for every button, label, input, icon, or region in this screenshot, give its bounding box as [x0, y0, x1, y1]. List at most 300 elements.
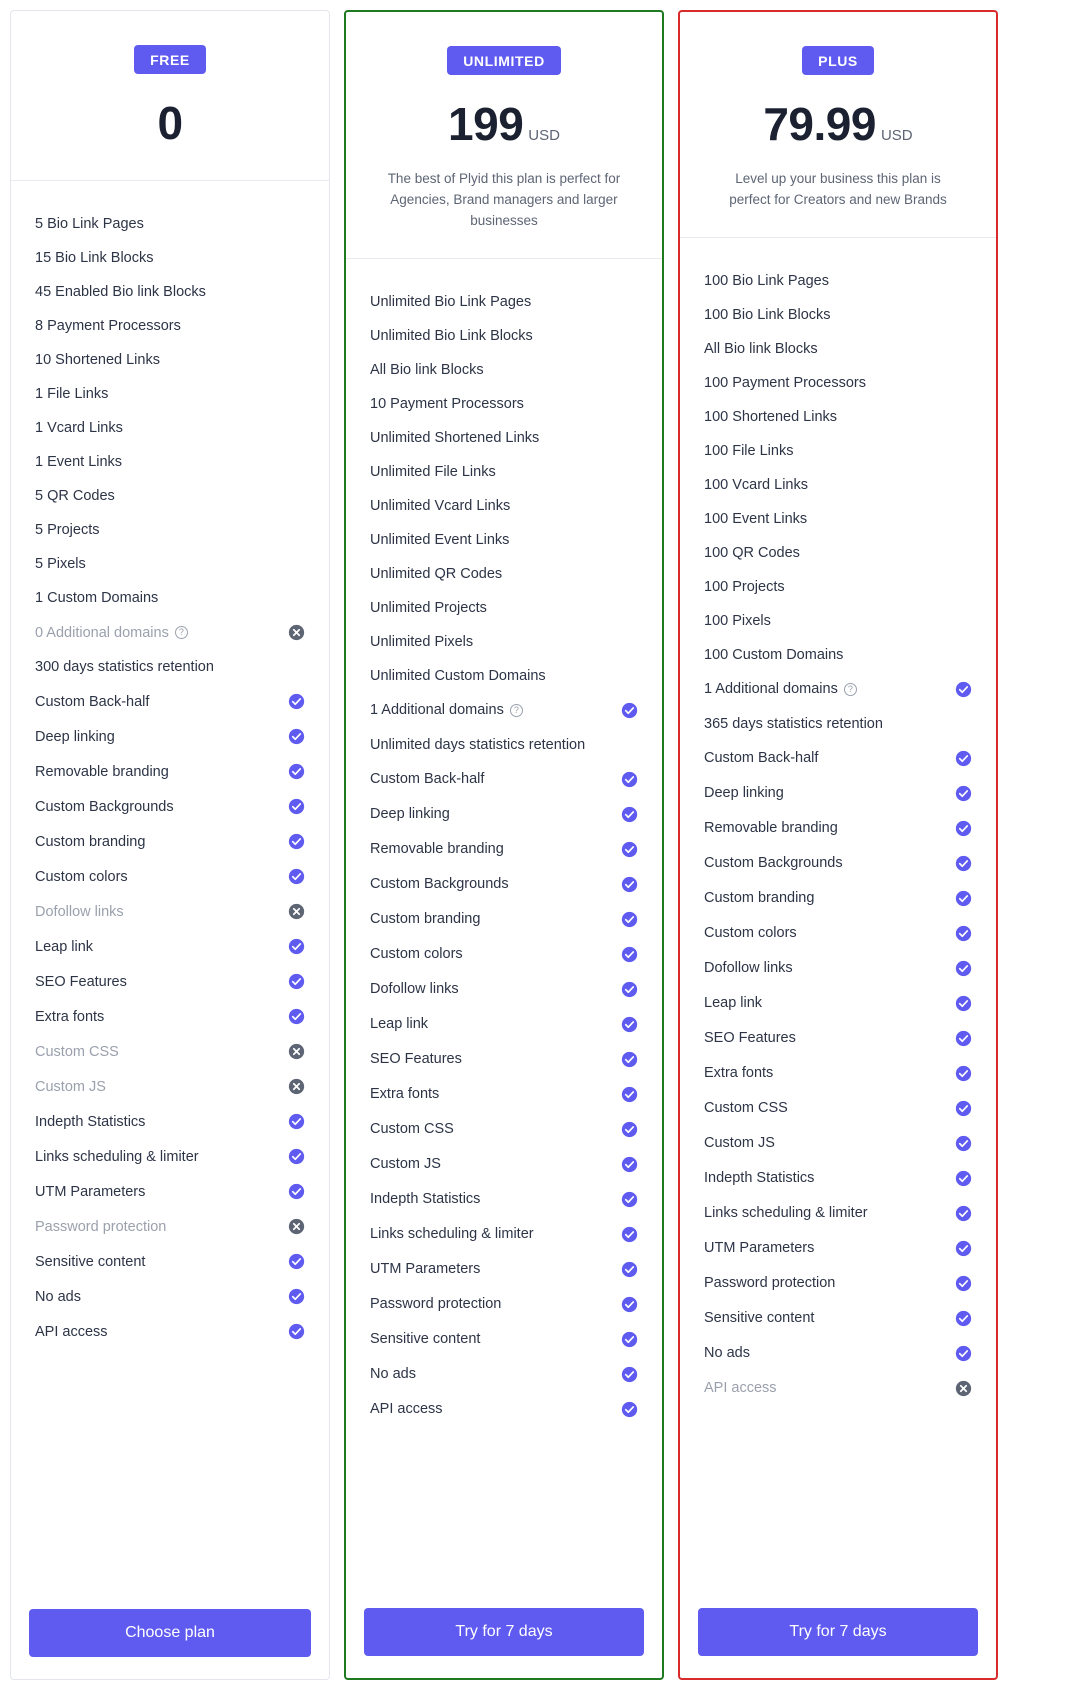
feature-row — [698, 502, 978, 536]
feature-label: Custom CSS — [35, 1043, 119, 1060]
feature-row — [29, 547, 311, 581]
feature-label: Custom JS — [35, 1078, 106, 1095]
feature-label-wrap — [370, 737, 585, 753]
feature-row — [29, 1209, 311, 1244]
plan-card-plus — [678, 10, 998, 1680]
plan-cta-button-unlimited[interactable]: Try for 7 days — [364, 1608, 644, 1656]
feature-label-wrap — [704, 273, 829, 289]
feature-row — [698, 366, 978, 400]
feature-row — [698, 672, 978, 707]
feature-label-wrap — [35, 1184, 145, 1200]
feature-label: API access — [35, 1323, 108, 1340]
check-icon — [621, 1296, 638, 1313]
plan-features-unlimited — [346, 259, 662, 1592]
feature-label-wrap — [370, 1331, 480, 1347]
feature-row — [698, 1091, 978, 1126]
feature-label-wrap — [35, 764, 169, 780]
feature-label: Extra fonts — [704, 1065, 774, 1082]
feature-label: SEO Features — [370, 1051, 462, 1068]
check-icon — [955, 855, 972, 872]
feature-row — [364, 1252, 644, 1287]
feature-label-wrap — [370, 566, 502, 582]
feature-label: Indepth Statistics — [704, 1170, 815, 1187]
check-icon — [621, 1051, 638, 1068]
plan-card-unlimited — [344, 10, 664, 1680]
feature-label: Leap link — [35, 938, 94, 955]
check-icon — [621, 911, 638, 928]
feature-label-wrap — [35, 216, 144, 232]
feature-label-wrap — [704, 613, 771, 629]
feature-label-wrap — [35, 1044, 119, 1060]
feature-row — [29, 964, 311, 999]
check-icon — [621, 1226, 638, 1243]
feature-label-wrap — [370, 1156, 441, 1172]
feature-row — [364, 1322, 644, 1357]
feature-label-wrap — [370, 1191, 480, 1207]
feature-label: No ads — [370, 1366, 416, 1383]
feature-row — [29, 275, 311, 309]
feature-label: Custom Back-half — [35, 693, 150, 710]
feature-label: Custom CSS — [370, 1121, 454, 1138]
feature-label-wrap — [35, 1219, 166, 1235]
feature-row — [29, 719, 311, 754]
feature-row — [364, 762, 644, 797]
feature-label: Custom branding — [35, 833, 146, 850]
feature-row — [29, 1314, 311, 1349]
feature-label-wrap — [370, 294, 531, 310]
feature-label: Leap link — [370, 1016, 429, 1033]
plan-price-free: 0 — [157, 97, 183, 149]
feature-label-wrap — [704, 1275, 835, 1291]
feature-row — [29, 1104, 311, 1139]
check-icon — [621, 1401, 638, 1418]
feature-label-wrap — [370, 532, 509, 548]
feature-row — [364, 285, 644, 319]
feature-label-wrap — [370, 806, 450, 822]
feature-label: Unlimited Pixels — [370, 633, 474, 650]
cross-icon — [288, 1078, 305, 1095]
feature-label: Unlimited File Links — [370, 463, 496, 480]
plan-cta-button-plus[interactable]: Try for 7 days — [698, 1608, 978, 1656]
feature-label-wrap — [704, 341, 818, 357]
feature-label: Unlimited days statistics retention — [370, 736, 586, 753]
feature-row — [364, 832, 644, 867]
feature-label: Custom colors — [370, 946, 463, 963]
feature-label: Deep linking — [35, 728, 115, 745]
feature-label-wrap — [704, 925, 797, 941]
feature-row — [29, 411, 311, 445]
check-icon — [621, 806, 638, 823]
check-icon — [288, 973, 305, 990]
feature-label: Indepth Statistics — [35, 1113, 146, 1130]
feature-label-wrap — [35, 522, 99, 538]
feature-label-wrap — [35, 869, 128, 885]
feature-label: 5 Projects — [35, 522, 100, 538]
feature-row — [364, 1112, 644, 1147]
feature-label-wrap — [704, 750, 818, 766]
feature-row — [29, 513, 311, 547]
check-icon — [621, 1191, 638, 1208]
feature-row — [364, 489, 644, 523]
feature-label-wrap — [370, 600, 487, 616]
feature-label-wrap — [35, 352, 160, 368]
feature-row — [364, 659, 644, 693]
plan-currency-unlimited: USD — [528, 127, 560, 144]
feature-label: 1 Event Links — [35, 454, 123, 470]
feature-row — [29, 999, 311, 1034]
plan-tagline-plus: Level up your business this plan is perfect for Creators and new Brands — [729, 171, 947, 207]
plan-price-row-plus — [698, 97, 978, 151]
feature-row — [364, 937, 644, 972]
feature-row — [364, 319, 644, 353]
feature-label: Custom Back-half — [704, 750, 819, 767]
feature-label-wrap — [704, 1065, 773, 1081]
feature-label-wrap — [704, 1240, 814, 1256]
feature-label-wrap — [35, 488, 115, 504]
check-icon — [288, 1183, 305, 1200]
feature-label: 100 Payment Processors — [704, 374, 866, 391]
cross-icon — [288, 1043, 305, 1060]
feature-label: Links scheduling & limiter — [704, 1205, 868, 1222]
check-icon — [621, 1016, 638, 1033]
cross-icon — [288, 624, 305, 641]
help-icon[interactable]: ? — [175, 626, 188, 639]
feature-row — [364, 1287, 644, 1322]
plan-badge-free: FREE — [134, 45, 206, 74]
feature-label: 10 Shortened Links — [35, 352, 160, 368]
feature-label: Sensitive content — [704, 1310, 815, 1327]
feature-row — [29, 859, 311, 894]
feature-label: 100 Pixels — [704, 612, 771, 629]
check-icon — [621, 1366, 638, 1383]
feature-row — [364, 557, 644, 591]
check-icon — [621, 946, 638, 963]
check-icon — [621, 841, 638, 858]
feature-row — [698, 951, 978, 986]
check-icon — [955, 1030, 972, 1047]
check-icon — [288, 1113, 305, 1130]
feature-label-wrap — [704, 1345, 750, 1361]
feature-label-wrap — [35, 834, 145, 850]
feature-row — [364, 625, 644, 659]
feature-label: Links scheduling & limiter — [35, 1148, 199, 1165]
feature-label-wrap — [370, 946, 463, 962]
feature-label: Unlimited QR Codes — [370, 565, 503, 582]
feature-label-wrap — [35, 386, 108, 402]
feature-label-wrap — [370, 1051, 462, 1067]
feature-label-wrap — [704, 1380, 777, 1396]
check-icon — [621, 1156, 638, 1173]
feature-row — [29, 309, 311, 343]
check-icon — [955, 925, 972, 942]
plan-badge-unlimited: UNLIMITED — [447, 46, 561, 75]
feature-label: API access — [704, 1380, 777, 1397]
feature-label: 365 days statistics retention — [704, 715, 883, 732]
plan-header-plus — [680, 12, 996, 238]
check-icon — [955, 750, 972, 767]
check-icon — [288, 693, 305, 710]
feature-label-wrap — [370, 1016, 428, 1032]
feature-label-wrap — [704, 545, 800, 561]
feature-row — [698, 741, 978, 776]
feature-label-wrap — [704, 443, 793, 459]
feature-label-wrap — [370, 1226, 534, 1242]
feature-label-wrap — [35, 1324, 108, 1340]
feature-row — [364, 902, 644, 937]
feature-label-wrap — [370, 1296, 501, 1312]
feature-label-wrap — [704, 785, 784, 801]
plan-features-plus — [680, 238, 996, 1592]
feature-label-wrap — [35, 659, 214, 675]
feature-row — [698, 1056, 978, 1091]
cross-icon — [288, 1218, 305, 1235]
check-icon — [621, 702, 638, 719]
cross-icon — [955, 1380, 972, 1397]
check-icon — [288, 1288, 305, 1305]
plan-price-plus: 79.99 — [763, 98, 876, 150]
feature-label: Sensitive content — [370, 1331, 481, 1348]
feature-label: 100 QR Codes — [704, 544, 800, 561]
check-icon — [955, 1100, 972, 1117]
feature-label-wrap — [370, 634, 473, 650]
feature-label-wrap — [704, 375, 866, 391]
feature-row — [698, 570, 978, 604]
feature-row — [29, 754, 311, 789]
feature-label: Removable branding — [370, 841, 504, 858]
feature-row — [698, 1266, 978, 1301]
check-icon — [955, 785, 972, 802]
feature-label: 15 Bio Link Blocks — [35, 250, 154, 266]
feature-label: Indepth Statistics — [370, 1191, 481, 1208]
feature-label-wrap — [704, 960, 793, 976]
feature-label-wrap — [704, 1135, 775, 1151]
plan-currency-plus: USD — [880, 127, 913, 144]
check-icon — [621, 1086, 638, 1103]
feature-label-wrap — [704, 579, 785, 595]
feature-label-wrap — [704, 477, 808, 493]
feature-row — [698, 1126, 978, 1161]
feature-row — [698, 1301, 978, 1336]
feature-label: Unlimited Event Links — [370, 531, 510, 548]
feature-label-wrap — [704, 1100, 788, 1116]
feature-label: No ads — [704, 1345, 750, 1362]
feature-label: Links scheduling & limiter — [370, 1226, 534, 1243]
plan-tagline-unlimited: The best of Plyid this plan is perfect for Agencies, Brand managers and larger businesses — [387, 171, 621, 228]
feature-label-wrap — [370, 1261, 480, 1277]
feature-label-wrap — [35, 420, 123, 436]
feature-label: UTM Parameters — [370, 1261, 481, 1278]
feature-label-wrap — [704, 409, 837, 425]
feature-label: Leap link — [704, 995, 763, 1012]
feature-row — [364, 797, 644, 832]
feature-label-wrap — [704, 307, 831, 323]
feature-row — [698, 400, 978, 434]
feature-row — [698, 881, 978, 916]
feature-label-wrap — [704, 647, 843, 663]
feature-label-wrap — [35, 1079, 106, 1095]
feature-label-wrap — [370, 841, 504, 857]
plan-header-free — [11, 11, 329, 181]
check-icon — [288, 868, 305, 885]
feature-label: 1 Additional domains — [704, 681, 838, 698]
feature-row — [29, 684, 311, 719]
feature-label-wrap — [35, 1009, 104, 1025]
feature-label-wrap — [35, 556, 86, 572]
feature-label: Custom Back-half — [370, 771, 485, 788]
feature-label: All Bio link Blocks — [370, 361, 484, 378]
check-icon — [955, 890, 972, 907]
feature-row — [364, 1007, 644, 1042]
feature-label-wrap — [704, 681, 857, 697]
check-icon — [288, 833, 305, 850]
check-icon — [288, 1148, 305, 1165]
feature-row — [364, 591, 644, 625]
help-icon[interactable]: ? — [510, 704, 523, 717]
feature-label: Custom Backgrounds — [370, 876, 509, 893]
feature-label-wrap — [35, 625, 188, 641]
feature-label-wrap — [704, 1205, 868, 1221]
feature-label: Custom JS — [704, 1135, 775, 1152]
feature-row — [364, 1042, 644, 1077]
check-icon — [955, 995, 972, 1012]
feature-label: 300 days statistics retention — [35, 659, 214, 675]
feature-label-wrap — [35, 1254, 145, 1270]
feature-label-wrap — [370, 498, 510, 514]
feature-label: Deep linking — [370, 806, 450, 823]
feature-label: 100 Bio Link Blocks — [704, 306, 831, 323]
feature-row — [698, 1196, 978, 1231]
feature-row — [698, 1231, 978, 1266]
feature-row — [698, 298, 978, 332]
feature-label-wrap — [370, 1121, 454, 1137]
check-icon — [955, 1275, 972, 1292]
feature-row — [29, 241, 311, 275]
feature-label-wrap — [35, 318, 181, 334]
feature-row — [698, 468, 978, 502]
feature-row — [364, 1357, 644, 1392]
plan-badge-plus: PLUS — [802, 46, 874, 75]
feature-row — [698, 846, 978, 881]
feature-row — [364, 1147, 644, 1182]
check-icon — [621, 1261, 638, 1278]
feature-row — [29, 615, 311, 650]
feature-label-wrap — [370, 396, 524, 412]
feature-label-wrap — [704, 890, 814, 906]
feature-label-wrap — [704, 1310, 814, 1326]
feature-row — [698, 1336, 978, 1371]
plan-footer-free — [11, 1593, 329, 1679]
check-icon — [955, 820, 972, 837]
feature-row — [364, 972, 644, 1007]
plan-header-unlimited — [346, 12, 662, 259]
check-icon — [955, 1310, 972, 1327]
feature-label-wrap — [35, 1114, 145, 1130]
feature-label: 5 Bio Link Pages — [35, 216, 144, 232]
feature-row — [364, 728, 644, 762]
check-icon — [621, 1331, 638, 1348]
feature-row — [698, 604, 978, 638]
feature-label: Dofollow links — [370, 981, 459, 998]
check-icon — [621, 981, 638, 998]
feature-label-wrap — [370, 981, 459, 997]
feature-label: 100 Event Links — [704, 510, 808, 527]
feature-label: API access — [370, 1401, 443, 1418]
feature-row — [29, 789, 311, 824]
feature-label-wrap — [370, 1401, 443, 1417]
feature-label: UTM Parameters — [704, 1240, 815, 1257]
feature-label: Extra fonts — [35, 1008, 105, 1025]
check-icon — [955, 960, 972, 977]
feature-label-wrap — [35, 454, 122, 470]
feature-label-wrap — [370, 464, 496, 480]
feature-label: SEO Features — [35, 973, 127, 990]
feature-label: 45 Enabled Bio link Blocks — [35, 284, 206, 300]
feature-label: Unlimited Bio Link Pages — [370, 293, 532, 310]
feature-label: Password protection — [370, 1296, 502, 1313]
feature-row — [29, 894, 311, 929]
feature-label: Custom CSS — [704, 1100, 788, 1117]
feature-label-wrap — [370, 771, 484, 787]
feature-label: Password protection — [35, 1218, 167, 1235]
feature-row — [364, 421, 644, 455]
check-icon — [955, 1065, 972, 1082]
help-icon[interactable]: ? — [844, 683, 857, 696]
feature-row — [698, 264, 978, 298]
feature-row — [29, 824, 311, 859]
feature-row — [698, 916, 978, 951]
feature-label: 5 QR Codes — [35, 488, 115, 504]
feature-label: Unlimited Bio Link Blocks — [370, 327, 533, 344]
feature-label: Removable branding — [35, 763, 169, 780]
feature-label-wrap — [704, 1170, 814, 1186]
feature-label: SEO Features — [704, 1030, 796, 1047]
feature-row — [29, 343, 311, 377]
feature-row — [364, 353, 644, 387]
feature-label: Unlimited Vcard Links — [370, 497, 511, 514]
feature-row — [698, 332, 978, 366]
feature-label: 100 Custom Domains — [704, 646, 844, 663]
feature-label-wrap — [370, 430, 539, 446]
check-icon — [955, 1205, 972, 1222]
feature-label: 0 Additional domains — [35, 624, 169, 641]
feature-label: 5 Pixels — [35, 556, 86, 572]
plan-cta-button-free[interactable]: Choose plan — [29, 1609, 311, 1657]
feature-label-wrap — [370, 1086, 439, 1102]
feature-label-wrap — [704, 820, 838, 836]
feature-label: 100 Bio Link Pages — [704, 272, 829, 289]
feature-label: All Bio link Blocks — [704, 340, 818, 357]
feature-label: Custom Backgrounds — [35, 798, 174, 815]
feature-label-wrap — [704, 716, 883, 732]
feature-label-wrap — [35, 799, 174, 815]
feature-label: 1 Custom Domains — [35, 590, 159, 606]
feature-label-wrap — [704, 995, 762, 1011]
check-icon — [288, 728, 305, 745]
feature-row — [698, 986, 978, 1021]
feature-row — [29, 1279, 311, 1314]
feature-label: Custom colors — [35, 868, 128, 885]
feature-label: Unlimited Custom Domains — [370, 667, 546, 684]
feature-row — [698, 1371, 978, 1406]
check-icon — [288, 1253, 305, 1270]
feature-row — [364, 455, 644, 489]
feature-label-wrap — [370, 362, 484, 378]
plan-price-unlimited: 199 — [448, 98, 524, 150]
feature-label: Password protection — [704, 1275, 836, 1292]
feature-row — [29, 929, 311, 964]
feature-row — [29, 1174, 311, 1209]
feature-label-wrap — [370, 702, 523, 718]
